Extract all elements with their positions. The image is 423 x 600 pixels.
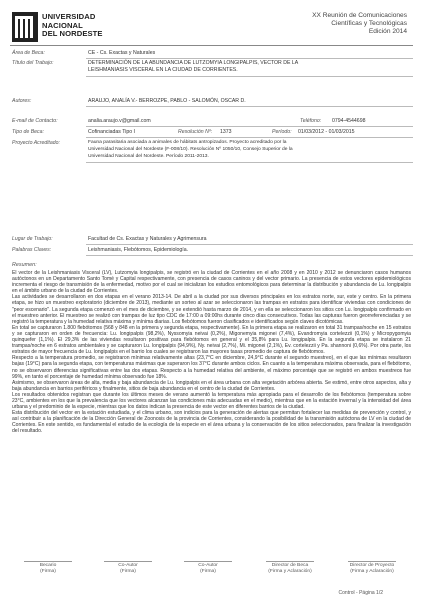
signature-row — [10, 555, 413, 585]
email-label: E-mail de Contacto: — [12, 118, 58, 124]
field-divider — [86, 255, 413, 256]
university-emblem-icon — [12, 12, 38, 42]
field-divider — [86, 244, 413, 245]
phone-label: Teléfono: — [300, 118, 322, 124]
signature-coautor-2: Co-Autor (Firma) — [178, 561, 238, 575]
signature-becario: Becario (Firma) — [18, 561, 78, 575]
resolution-label: Resolución Nº: — [178, 129, 213, 135]
field-divider — [86, 137, 413, 138]
meeting-title: XX Reunión de Comunicaciones Científicas y Tecnológicas Edición 2014 — [312, 12, 407, 35]
field-divider — [86, 58, 413, 59]
authors-value: ARAUJO, ANALÍA V.- BERROZPE, PABLO - SALOMÓN, OSCAR D. — [88, 98, 246, 104]
phone-value: 0794-4544698 — [332, 118, 366, 124]
place-label: Lugar de Trabajo: — [12, 236, 53, 242]
field-divider — [86, 106, 413, 107]
signature-director-beca: Director de Beca (Firma y Aclaración) — [260, 561, 320, 575]
resolution-value: 1373 — [220, 129, 232, 135]
title-value-line2: LEISHMANIASIS VISCERAL EN LA CIUDAD DE CORRIENTES. — [88, 67, 238, 73]
beca-type-label: Tipo de Beca: — [12, 129, 44, 135]
signature-coautor-1: Co-Autor (Firma) — [98, 561, 158, 575]
project-value-line2: Universidad Nacional del Nordeste (F-008/10). Resolución Nº 1050/10, Consejo Superior de la — [88, 147, 293, 152]
title-value-line1: DETERMINACIÓN DE LA ABUNDANCIA DE LUTZOMYIA LONGIPALPIS, VECTOR DE LA — [88, 60, 299, 66]
university-logo — [12, 12, 162, 42]
authors-label: Autores: — [12, 98, 32, 104]
abstract-paragraph: Respecto a la temperatura promedio, se registraron mínimas relativamente altas (23,7°C en diciembre, 24,9°C durante el segundo muestreo), en el que las mínimas resultaron bajas (19°C) para la segunda etapa, con temperaturas máximas que superaron los 37°C durante ambos ciclos. En cuanto a la temperatura máxima observada, para el flebótomo, no se observaron diferencias significativas entre las dos etapas. Respecto a la humedad relativa del ambiente, el máximo porcentaje que se registró en ambos muestreos fue 99%, en tanto el porcentaje de humedad mínima observado fue 18%. — [12, 355, 411, 380]
period-value: 01/03/2012 - 01/03/2015 — [298, 129, 355, 135]
abstract-paragraph: Las actividades se desarrollaron en dos etapas en el verano 2013-14. De abril a la ciudad por sus diversos principales en los estratos norte, sur, este y centro. En la primera etapa, se hizo un muestreo exploratorio (diciembre de 2013), mediante un sorteo al azar se seleccionaron las trampas en estratos para identificar viviendas con condiciones de "peor escenario". La segunda etapa comenzó en el mes de diciembre, y se extendió hasta marzo de 2014, y en ella se seleccionaron los sitios con Lu. longipalpis confirmado en el muestreo anterior. El muestreo se realizó con trampas de luz tipo CDC de 17:00 a 09:00hs durante cinco días consecutivos. Todas las capturas fueron georreferenciadas y se registró la temperatura y la humedad relativa máxima y mínima diarias. Los flebótomos fueron clasificados e identificados según claves dicotómicas. — [12, 294, 411, 325]
abstract-label: Resumen: — [12, 262, 37, 268]
beca-type-value: Cofinanciadas Tipo I — [88, 129, 136, 135]
field-divider — [86, 76, 413, 77]
university-name: UNIVERSIDAD NACIONAL DEL NORDESTE — [42, 12, 103, 39]
abstract-paragraph: Esta distribución del vector en la estación estudiada, y el clima urbano, son indicios para la generación de alertas que permitan fortalecer las medidas de prevención y control, y así contribuir a la planificación de la Dirección General de Zoonosis de la provincia de Corrientes, considerando la posibilidad de la transmisión autóctona de LV en la ciudad de Corrientes. En este sentido, es fundamental el estudio de la ecología de la especie en el área urbana y la conservación de los sitios seleccionados, para finalizar la investigación del resultado. — [12, 410, 411, 435]
abstract-paragraph: Asimismo, se observaron áreas de alta, media y baja abundancia de Lu. longipalpis en el área urbana con alta vegetación arbórea abierta. Se estimó, entre otros aspectos, alta y baja abundancia en barrios periféricos y finalmente, sitios de baja abundancia en el centro de la ciudad de Corrientes. — [12, 379, 411, 392]
abstract-paragraph: El vector de la Leishmaniasis Visceral (LV), Lutzomyia longipalpis, se registró en la ciudad de Corrientes en el año 2008 y en 2010 y 2012 se denunciaron casos humanos autóctonos en un Departamento Santo Tomé y Capital respectivamente, con presencia de casos caninos y del vector primario. La presencia de estos vectores epidemiológicos incrementa el riesgo de transmisión de la enfermedad, motivo por el cual se inicializan los estudios entomológicos para determinar la distribución y abundancia de Lu. longipalpis en el ámbito urbano de la ciudad de Corrientes. — [12, 270, 411, 295]
abstract-body — [12, 270, 411, 435]
field-divider — [86, 162, 413, 163]
project-value-line3: Universidad Nacional del Nordeste. Período 2011-2013. — [88, 154, 209, 159]
header-divider — [10, 45, 413, 46]
keywords-label: Palabras Claves: — [12, 247, 52, 253]
place-value: Facultad de Cs. Exactas y Naturales y Agrimensura — [88, 236, 207, 242]
abstract-paragraph: Los resultados obtenidos registran que durante los últimos meses de verano aumentó la temperatura más apropiada para el desarrollo de los flebótomos (temperatura sobre 23°C, ambientes en los que la prevalencia que los vectores alcanzan las condiciones más adecuadas en el medio), mientras que en la estación invernal y la intensidad del área urbana y el predominio de la especie, mientras que los datos indican la presencia de este vector en diferentes barrios de la ciudad. — [12, 391, 411, 411]
project-value-line1: Fauna parasitaria asociada a animales de hábitats antropizados. Proyecto acreditado por la — [88, 140, 287, 145]
area-value: CE - Cs. Exactas y Naturales — [88, 50, 156, 56]
area-label: Área de Beca: — [12, 50, 45, 56]
abstract-paragraph: En total se capturaron 1.800 flebótomos (568 y 848 en la primera y segunda etapa, respectivamente). En la primera etapa se realizaron en total 31 trampas/noche en 15 estratos y se capturaron en orden de frecuencia: Lu. longipalpis (98,2%), Nyssomyia neivai (0,2%), Migonemyia migonei (7,4%), Evandromyia cortelezzii (0,1%) y Micropygomyia quinquefer (1,1%). El 29,3% de las viviendas resultaron positivas para flebótomos en general y el 35,8% para Lu. longipalpis. En la segunda etapa se instalaron 21 trampas/noche en 6 estratos ambientales y se capturaron Lu. longipalpis (94,9%), Ny. neivai (2,7%), Mi. migonei (2,1%), Ev. cortelezzii y Pa. shannoni (0,6%). Por otra parte, los estratos de mayor frecuencia de Lu. longipalpis en el barrio los cuales se registraron las mayores tasas promedio de captura de flebótomos. — [12, 324, 411, 356]
page-footer: Control - Página 1/2 — [338, 590, 383, 596]
keywords-value: Leishmaniasis, Flebótomos, Epidemiología. — [88, 247, 189, 253]
period-label: Período: — [272, 129, 292, 135]
signature-director-proyecto: Director de Proyecto (Firma y Aclaración) — [349, 563, 395, 574]
email-value: analia.araujo.v@gmail.com — [88, 118, 151, 124]
title-label: Título del Trabajo: — [12, 60, 54, 66]
field-divider — [86, 126, 413, 127]
project-label: Proyecto Acreditado: — [12, 140, 60, 146]
